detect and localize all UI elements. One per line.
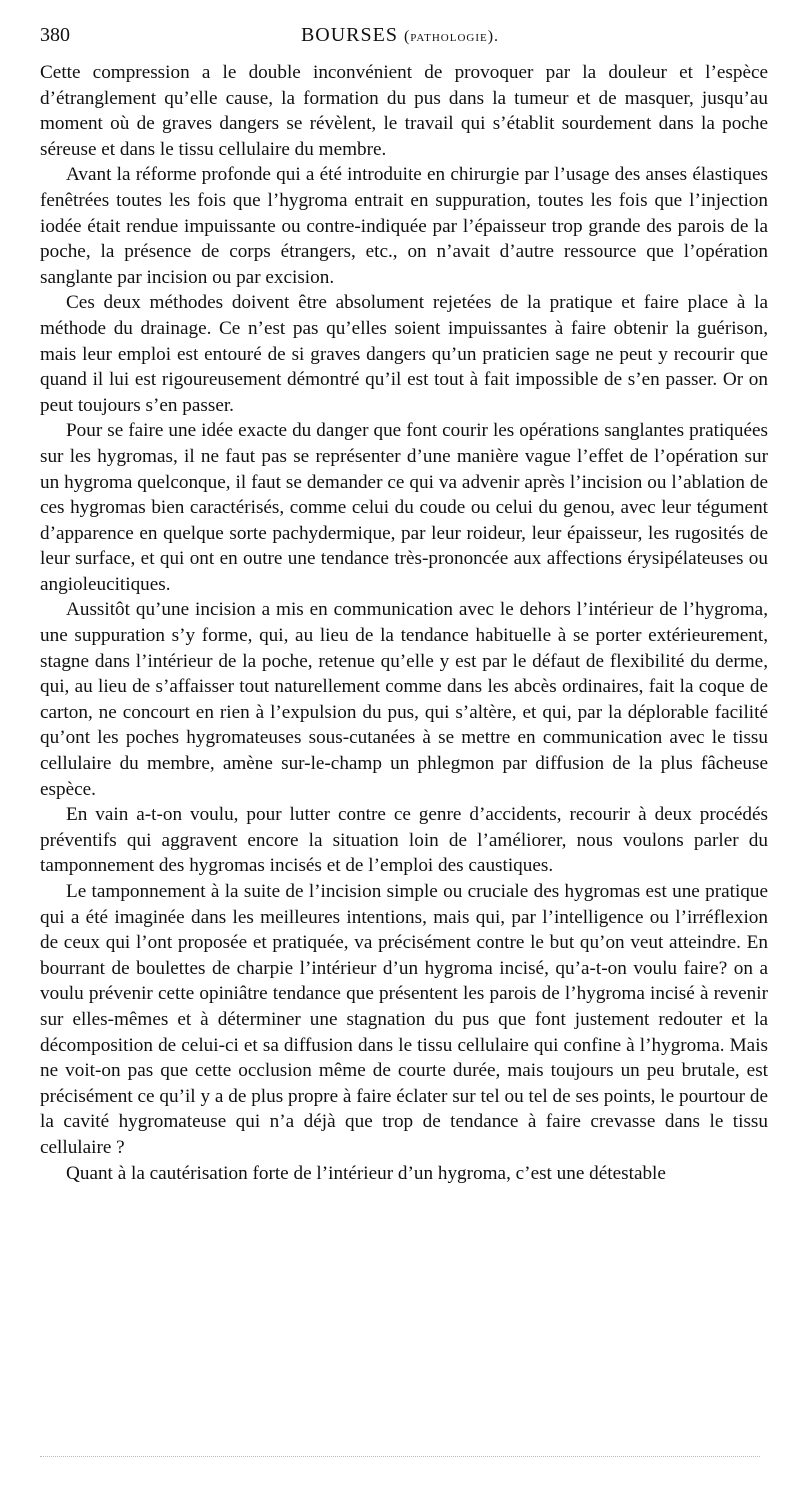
paragraph: En vain a-t-on voulu, pour lutter contre ce genre d’accidents, recourir à deux procédés préventifs qui aggravent encore la situation loin de l’améliorer, nous voulons parler du tamponnement des hygromas incisés et de l’emploi des caustiques. bbox=[40, 804, 768, 877]
paragraph: Aussitôt qu’une incision a mis en communication avec le dehors l’intérieur de l’hygroma, une suppuration s’y forme, qui, au lieu de la tendance habituelle à se porter extérieurement, stagne dans l’intérieur de la poche, retenue qu’elle y est par le défaut de flexibilité du derme, qui, au lieu de s’affaisser tout naturellement comme dans les abcès ordinaires, fait la coque de carton, ne concourt en rien à l’expulsion du pus, qui s’altère, et qui, par la déplorable facilité qu’ont les poches hygromateuses sous-cutanées à se mettre en communication avec le tissu cellulaire du membre, amène sur-le-champ un phlegmon par diffusion de la plus fâcheuse espèce. bbox=[40, 599, 768, 800]
running-head-title: BOURSES bbox=[300, 24, 398, 46]
paragraph: Avant la réforme profonde qui a été introduite en chirurgie par l’usage des anses élastiques fenêtrées toutes les fois que l’hygroma entrait en suppuration, toutes les fois que l’injection iodée était rendue impuissante ou contre-indiquée par l’épaisseur trop grande des parois de la poche, la présence de corps étrangers, etc., on n’avait d’autre ressource que l’opération sanglante par incision ou par excision. bbox=[40, 164, 768, 288]
body-text bbox=[40, 60, 768, 1186]
paragraph: Le tamponnement à la suite de l’incision simple ou cruciale des hygromas est une pratique qui a été imaginée dans les meilleures intentions, mais qui, par l’intelligence ou l’irréflexion de ceux qui l’ont proposée et pratiquée, va précisément contre le but qu’on veut atteindre. En bourrant de boulettes de charpie l’intérieur d’un hygroma incisé, qu’a-t-on voulu faire? on a voulu prévenir cette opiniâtre tendance que présentent les parois de l’hygroma incisé à revenir sur elles-mêmes et à déterminer une stagnation du pus que font justement redouter et la décomposition de celui-ci et sa diffusion dans le tissu cellulaire qui confine à l’hygroma. Mais ne voit-on pas que cette occlusion même de courte durée, mais toujours un peu brutale, est précisément ce qu’il y a de plus propre à faire éclater sur tel ou tel de ses points, le pourtour de la cavité hygromateuse qui n’a déjà que trop de tendance à faire crevasse dans le tissu cellulaire ? bbox=[40, 881, 768, 1158]
running-head bbox=[40, 24, 760, 47]
paragraph: Ces deux méthodes doivent être absolument rejetées de la pratique et faire place à la méthode du drainage. Ce n’est pas qu’elles soient impuissantes à faire obtenir la guérison, mais leur emploi est entouré de si graves dangers qu’un praticien sage ne peut y recourir que quand il lui est rigoureusement démontré qu’il est tout à fait impossible de s’en passer. Or on peut toujours s’en passer. bbox=[40, 292, 768, 416]
page-header bbox=[40, 18, 760, 54]
page-number: 380 bbox=[40, 24, 70, 46]
running-head-subtitle: (pathologie). bbox=[403, 28, 500, 45]
paragraph: Pour se faire une idée exacte du danger que font courir les opérations sanglantes pratiquées sur les hygromas, il ne faut pas se représenter d’une manière vague l’effet de l’opération sur un hygroma quelconque, il faut se demander ce qui va advenir après l’incision ou l’ablation de ces hygromas bien caractérisés, comme celui du coude ou celui du genou, avec leur tégument d’apparence en quelque sorte pachydermique, par leur roideur, leur épaisseur, les rugosités de leur surface, et qui ont en outre une tendance très-prononcée aux affections érysipélateuses ou angioleucitiques. bbox=[40, 420, 768, 595]
paragraph: Quant à la cautérisation forte de l’intérieur d’un hygroma, c’est une détestable bbox=[66, 1162, 666, 1184]
bottom-scan-noise bbox=[40, 1456, 760, 1457]
paragraph: Cette compression a le double inconvénient de provoquer par la douleur et l’espèce d’étranglement qu’elle cause, la formation du pus dans la tumeur et de masquer, jusqu’au moment où de graves dangers se révèlent, le travail qui s’établit sourdement dans la poche séreuse et dans le tissu cellulaire du membre. bbox=[40, 62, 768, 160]
